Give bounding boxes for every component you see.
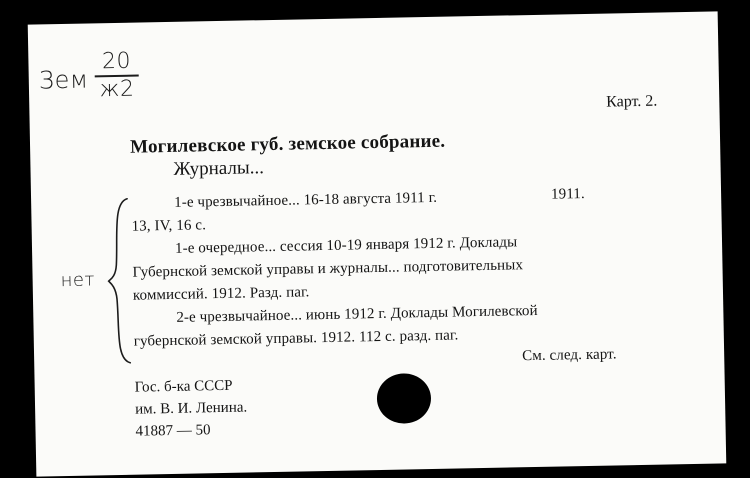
punch-hole	[376, 373, 431, 424]
entry-line-4: Губернской земской управы и журналы... подготовительных	[132, 257, 524, 281]
library-line-1: Гос. б-ка СССР	[134, 377, 233, 396]
entry-line-7: губернской земской управы. 1912. 112 с. разд. паг.	[133, 327, 459, 350]
shelfmark-numerator: 20	[101, 48, 132, 75]
entry-line-5: коммиссий. 1912. Разд. паг.	[132, 284, 310, 304]
entry-line-2: 13, IV, 16 с.	[131, 217, 207, 235]
card-number: Карт. 2.	[606, 92, 658, 111]
entry-line-1-year: 1911.	[550, 186, 585, 203]
library-line-2: им. В. И. Ленина.	[134, 399, 248, 418]
card-title: Могилевское губ. земское собрание.	[129, 130, 446, 158]
handwritten-net: нет	[60, 269, 96, 292]
shelfmark-denominator: ж2	[99, 76, 135, 103]
handwritten-brace	[105, 195, 134, 367]
catalog-card	[28, 11, 727, 476]
handwritten-shelfmark	[94, 50, 139, 103]
entry-line-3: 1-е очередное... сессия 10-19 января 1912 г. Доклады	[174, 234, 518, 257]
entry-line-8: См. след. карт.	[522, 346, 617, 365]
handwritten-zem: Зем	[38, 65, 89, 95]
card-subtitle: Журналы...	[173, 157, 265, 180]
library-line-3: 41887 — 50	[135, 422, 211, 440]
entry-line-6: 2-е чрезвычайное... июнь 1912 г. Доклады Могилевской	[176, 302, 538, 326]
entry-line-1: 1-е чрезвычайное... 16-18 августа 1911 г.	[174, 189, 438, 211]
